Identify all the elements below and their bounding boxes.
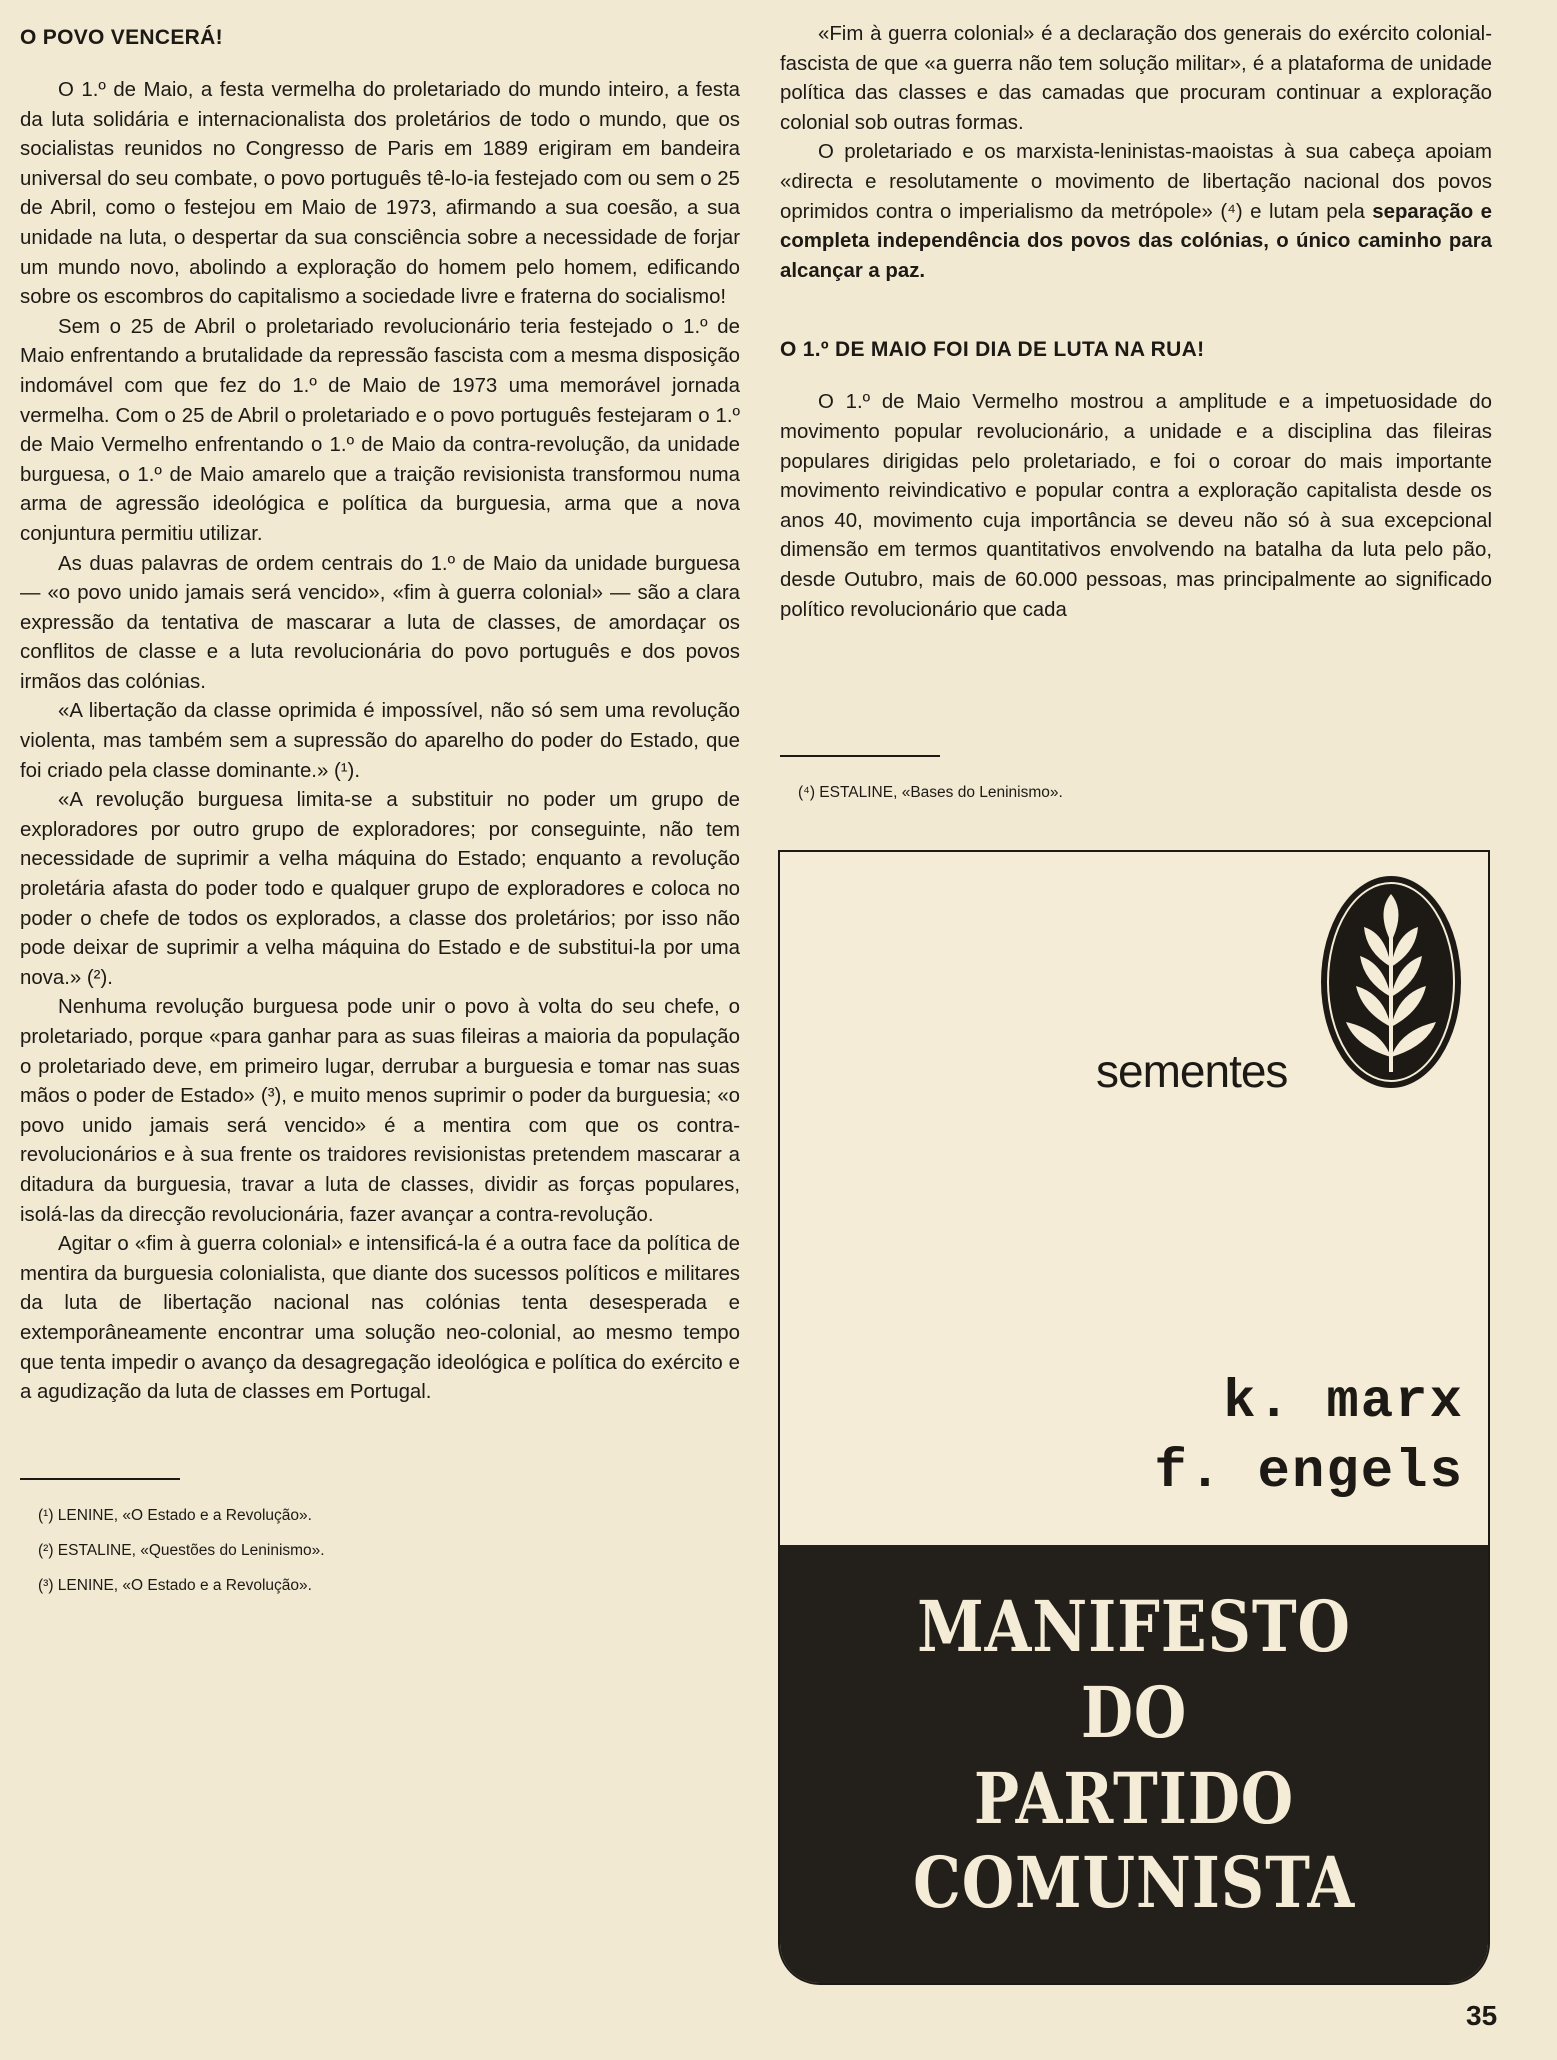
section-heading: O 1.º DE MAIO FOI DIA DE LUTA NA RUA!	[780, 338, 1205, 362]
paragraph: Nenhuma revolução burguesa pode unir o povo à volta do seu chefe, o proletariado, porque «para ganhar para as suas fileiras a maioria da população o proletariado deve, em primeiro lugar, derrubar a burguesia e tomar nas suas mãos o poder de Estado» (³), e muito menos suprimir o poder da burguesia; «o povo unido jamais será vencido» é a mentira com que os contra-revolucionários e à sua frente os traidores revisionistas pretendem mascarar a ditadura da burguesia, travar a luta de classes, dividir as forças populares, isolá-las da direcção revolucionária, fazer avançar a contra-revolução.	[20, 996, 740, 1226]
book-title-band	[780, 1545, 1488, 1985]
paragraph: «A libertação da classe oprimida é impossível, não só sem uma revolução violenta, mas também sem a supressão do aparelho do poder do Estado, que foi criado pela classe dominante.» (¹).	[20, 700, 740, 782]
paragraph: Agitar o «fim à guerra colonial» e intensificá-la é a outra face da política de mentira da burguesia colonialista, que diante dos sucessos políticos e militares da luta de libertação nacional nas colónias tenta desesperada e extemporâneamente encontrar uma solução neo-colonial, ao mesmo tempo que tenta impedir o avanço da desagregação ideológica e política do exército e a agudização da luta de classes em Portugal.	[20, 1233, 740, 1404]
footnote: (¹) LENINE, «O Estado e a Revolução».	[38, 1506, 312, 1524]
footnote: (²) ESTALINE, «Questões do Leninismo».	[38, 1541, 325, 1559]
paragraph	[780, 138, 1492, 286]
page-number: 35	[1466, 2000, 1498, 2031]
book-title-line: MANIFESTO	[917, 1585, 1351, 1668]
paragraph-text: O proletariado e os marxista-leninistas-maoistas à sua cabeça apoiam «directa e resolutamente o movimento de libertação nacional dos povos oprimidos contra o imperialismo da metrópole» (⁴) e lutam pela	[780, 141, 1492, 223]
book-title-line: DO	[1080, 1671, 1188, 1754]
paragraph: O 1.º de Maio, a festa vermelha do proletariado do mundo inteiro, a festa da luta solidária e internacionalista dos proletários de todo o mundo, que os socialistas reunidos no Congresso de Paris em 1889 erigiram em bandeira universal do seu combate, o povo português tê-lo-ia festejado com ou sem o 25 de Abril, como o festejou em Maio de 1973, afirmando a sua coesão, a sua unidade na luta, o despertar da sua consciência sobre a necessidade de forjar um mundo novo, abolindo a exploração do homem pelo homem, edificando sobre os escombros do capitalismo a sociedade livre e fraterna do socialismo!	[20, 79, 740, 309]
wheat-logo-icon	[1316, 872, 1466, 1092]
paragraph: «A revolução burguesa limita-se a substituir no poder um grupo de exploradores por outro grupo de exploradores; por conseguinte, não tem necessidade de suprimir a velha máquina do Estado; enquanto a revolução proletária afasta do poder todo e qualquer grupo de exploradores e coloca no poder o chefe de todos os explorados, a classe dos proletários; por isso não pode deixar de suprimir a velha máquina do Estado e de substitui-la por uma nova.» (²).	[20, 789, 740, 989]
author-name: f. engels	[1154, 1442, 1464, 1503]
section-heading: O POVO VENCERÁ!	[20, 26, 223, 49]
author-name: k. marx	[1223, 1372, 1464, 1433]
right-footnote-block	[780, 755, 1492, 810]
paragraph: O 1.º de Maio Vermelho mostrou a amplitude e a impetuosidade do movimento popular revolucionário, a unidade e a disciplina das fileiras populares dirigidas pelo proletariado, e foi o coroar do mais importante movimento reivindicativo e popular contra a exploração capitalista desde os anos 40, movimento cuja importância se deveu não só à sua excepcional dimensão em termos quantitativos envolvendo na batalha da luta pelo pão, desde Outubro, mais de 60.000 pessoas, mas principalmente ao significado político revolucionário que cada	[780, 391, 1492, 621]
publisher-brand: sementes	[1096, 1045, 1288, 1097]
footnote: (³) LENINE, «O Estado e a Revolução».	[38, 1576, 312, 1594]
book-title-line: COMUNISTA	[912, 1841, 1356, 1924]
footnote-rule	[780, 755, 940, 757]
paragraph: Sem o 25 de Abril o proletariado revolucionário teria festejado o 1.º de Maio enfrentando a brutalidade da repressão fascista com a mesma disposição indomável com que fez do 1.º de Maio de 1973 uma memorável jornada vermelha. Com o 25 de Abril o proletariado e o povo português festejaram o 1.º de Maio Vermelho enfrentando o 1.º de Maio da contra-revolução, da unidade burguesa, o 1.º de Maio amarelo que a traição revisionista transformou numa arma de agressão ideológica e política da burguesia, arma que a nova conjuntura permitiu utilizar.	[20, 315, 740, 545]
paragraph: As duas palavras de ordem centrais do 1.º de Maio da unidade burguesa — «o povo unido jamais será vencido», «fim à guerra colonial» — são a clara expressão da tentativa de mascarar a luta de classes, de amordaçar os conflitos de classe e a luta revolucionária do povo português e dos povos irmãos das colónias.	[20, 552, 740, 693]
paragraph-bold-text: separação e completa independência dos povos das colónias, o único caminho para alcançar a paz.	[780, 200, 1492, 282]
right-column	[780, 20, 1492, 625]
left-column	[20, 26, 740, 1603]
footnote-rule	[20, 1478, 180, 1480]
book-advertisement	[778, 850, 1490, 1985]
footnote: (⁴) ESTALINE, «Bases do Leninismo».	[798, 784, 1063, 801]
book-title-line: PARTIDO	[973, 1757, 1295, 1840]
paragraph: «Fim à guerra colonial» é a declaração dos generais do exército colonial-fascista de que «a guerra não tem solução militar», é a plataforma de unidade política das classes e das camadas que procuram continuar a exploração colonial sob outras formas.	[780, 23, 1492, 134]
